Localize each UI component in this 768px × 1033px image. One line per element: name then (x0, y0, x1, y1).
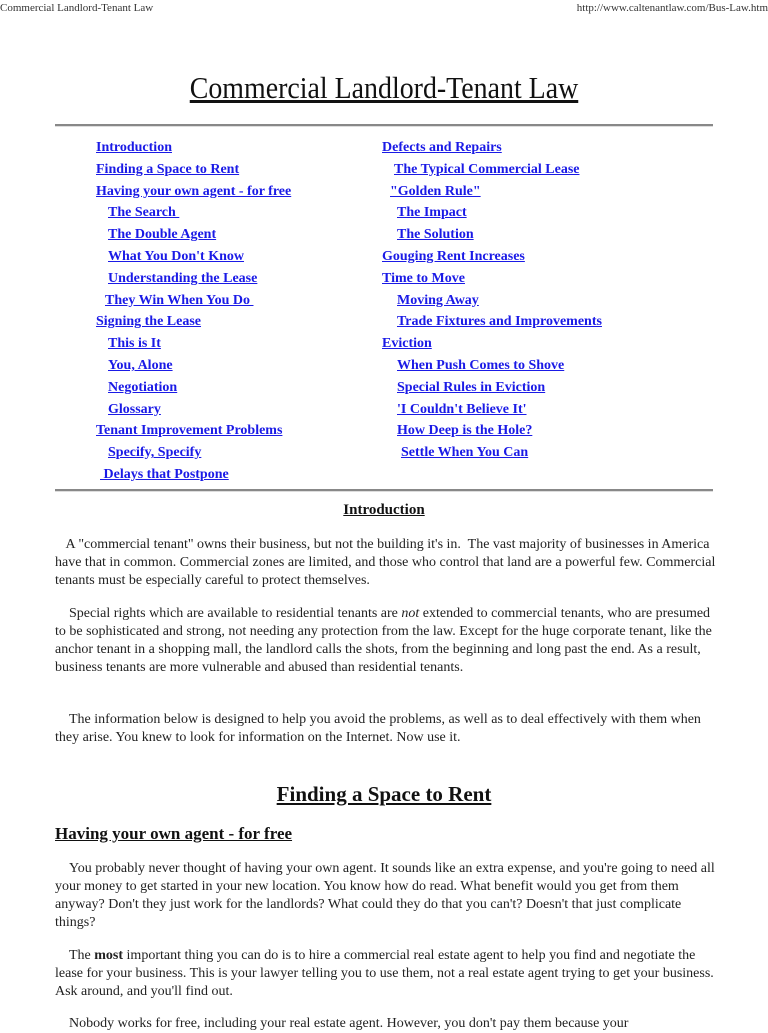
toc-link[interactable]: Understanding the Lease (108, 270, 258, 286)
toc-link[interactable]: Tenant Improvement Problems (96, 423, 283, 439)
toc-link[interactable]: This is It (108, 336, 161, 352)
text: The (69, 948, 95, 963)
toc-link[interactable]: Moving Away (397, 292, 479, 308)
emphasis: most (94, 948, 124, 963)
toc-link[interactable]: The Solution (397, 227, 474, 243)
section-heading-introduction: Introduction (343, 502, 425, 518)
toc-link[interactable]: Gouging Rent Increases (382, 248, 525, 264)
page-title: Commercial Landlord-Tenant Law (189, 70, 579, 105)
subheading-own-agent: Having your own agent - for free (55, 824, 293, 843)
toc-link[interactable]: Time to Move (382, 270, 465, 286)
print-header-url: http://www.caltenantlaw.com/Bus-Law.htm (576, 2, 768, 14)
toc-right-column (382, 137, 602, 464)
toc-link[interactable]: How Deep is the Hole? (397, 423, 533, 439)
finding-paragraph-2 (55, 947, 717, 1001)
toc-link[interactable]: 'I Couldn't Believe It' (397, 401, 527, 417)
print-header-title: Commercial Landlord-Tenant Law (0, 2, 154, 14)
toc-link[interactable]: Glossary (108, 401, 161, 417)
toc-link[interactable]: The Impact (397, 205, 467, 221)
toc-link[interactable]: Trade Fixtures and Improvements (397, 314, 602, 330)
toc-link[interactable]: Finding a Space to Rent (96, 161, 240, 177)
toc-link[interactable]: Introduction (96, 140, 172, 155)
toc-link[interactable]: When Push Comes to Shove (397, 357, 565, 373)
toc-left-column (96, 137, 291, 486)
finding-paragraph-1: You probably never thought of having your own agent. It sounds like an extra expense, and you're going to need all your money to get started in your new location. You know how do read. What benefit would you get from them anyway? Don't they just work for the landlords? What could they do that you can't? Doesn't that just complicate things? (55, 861, 715, 930)
emphasis: not (401, 606, 420, 621)
toc-link[interactable]: Negotiation (108, 379, 178, 395)
text: important thing you can do is to hire a commercial real estate agent to help you find and negotiate the lease for your business. This is your lawyer telling you to use them, not a real estate agent trying to get your business. Ask around, and you'll find out. (55, 948, 714, 999)
toc-link[interactable]: Eviction (382, 336, 432, 352)
toc-link[interactable]: "Golden Rule" (390, 183, 481, 199)
toc-link[interactable]: Having your own agent - for free (96, 183, 292, 199)
toc-link[interactable]: Defects and Repairs (382, 140, 502, 155)
finding-paragraph-3: Nobody works for free, including your real estate agent. However, you don't pay them because your (69, 1016, 629, 1031)
toc-link[interactable]: Delays that Postpone (100, 466, 229, 482)
toc-link[interactable]: The Search (108, 205, 180, 221)
intro-paragraph-1: A "commercial tenant" owns their business, but not the building it's in. The vast majority of businesses in America have that in common. Commercial zones are limited, and those who control that land are a powerful few. Commercial tenants must be especially careful to protect themselves. (55, 537, 719, 588)
section-heading-finding-space: Finding a Space to Rent (276, 782, 492, 806)
intro-paragraph-2 (55, 605, 717, 677)
intro-paragraph-3: The information below is designed to help you avoid the problems, as well as to deal effectively with them when they arise. You knew to look for information on the Internet. Now use it. (55, 712, 701, 745)
divider (55, 124, 713, 127)
toc-link[interactable]: The Double Agent (108, 227, 217, 243)
divider (55, 489, 713, 492)
toc-link[interactable]: Signing the Lease (96, 314, 202, 330)
toc-link[interactable]: Specify, Specify (108, 445, 202, 461)
toc-link[interactable]: They Win When You Do (105, 292, 254, 308)
text: extended to commercial tenants, who are presumed to be sophisticated and strong, not needing any protection from the law. Except for the huge corporate tenant, like the anchor tenant in a shopping mall, the landlord calls the shots, from the beginning and long past the end. As a result, business tenants are more vulnerable and abused than residential tenants. (55, 606, 712, 675)
toc-link[interactable]: Settle When You Can (401, 445, 529, 461)
text: Special rights which are available to residential tenants are (69, 606, 402, 621)
toc-link[interactable]: Special Rules in Eviction (397, 379, 546, 395)
toc-link[interactable]: What You Don't Know (108, 248, 245, 264)
toc-link[interactable]: The Typical Commercial Lease (394, 161, 580, 177)
toc-link[interactable]: You, Alone (108, 357, 173, 373)
